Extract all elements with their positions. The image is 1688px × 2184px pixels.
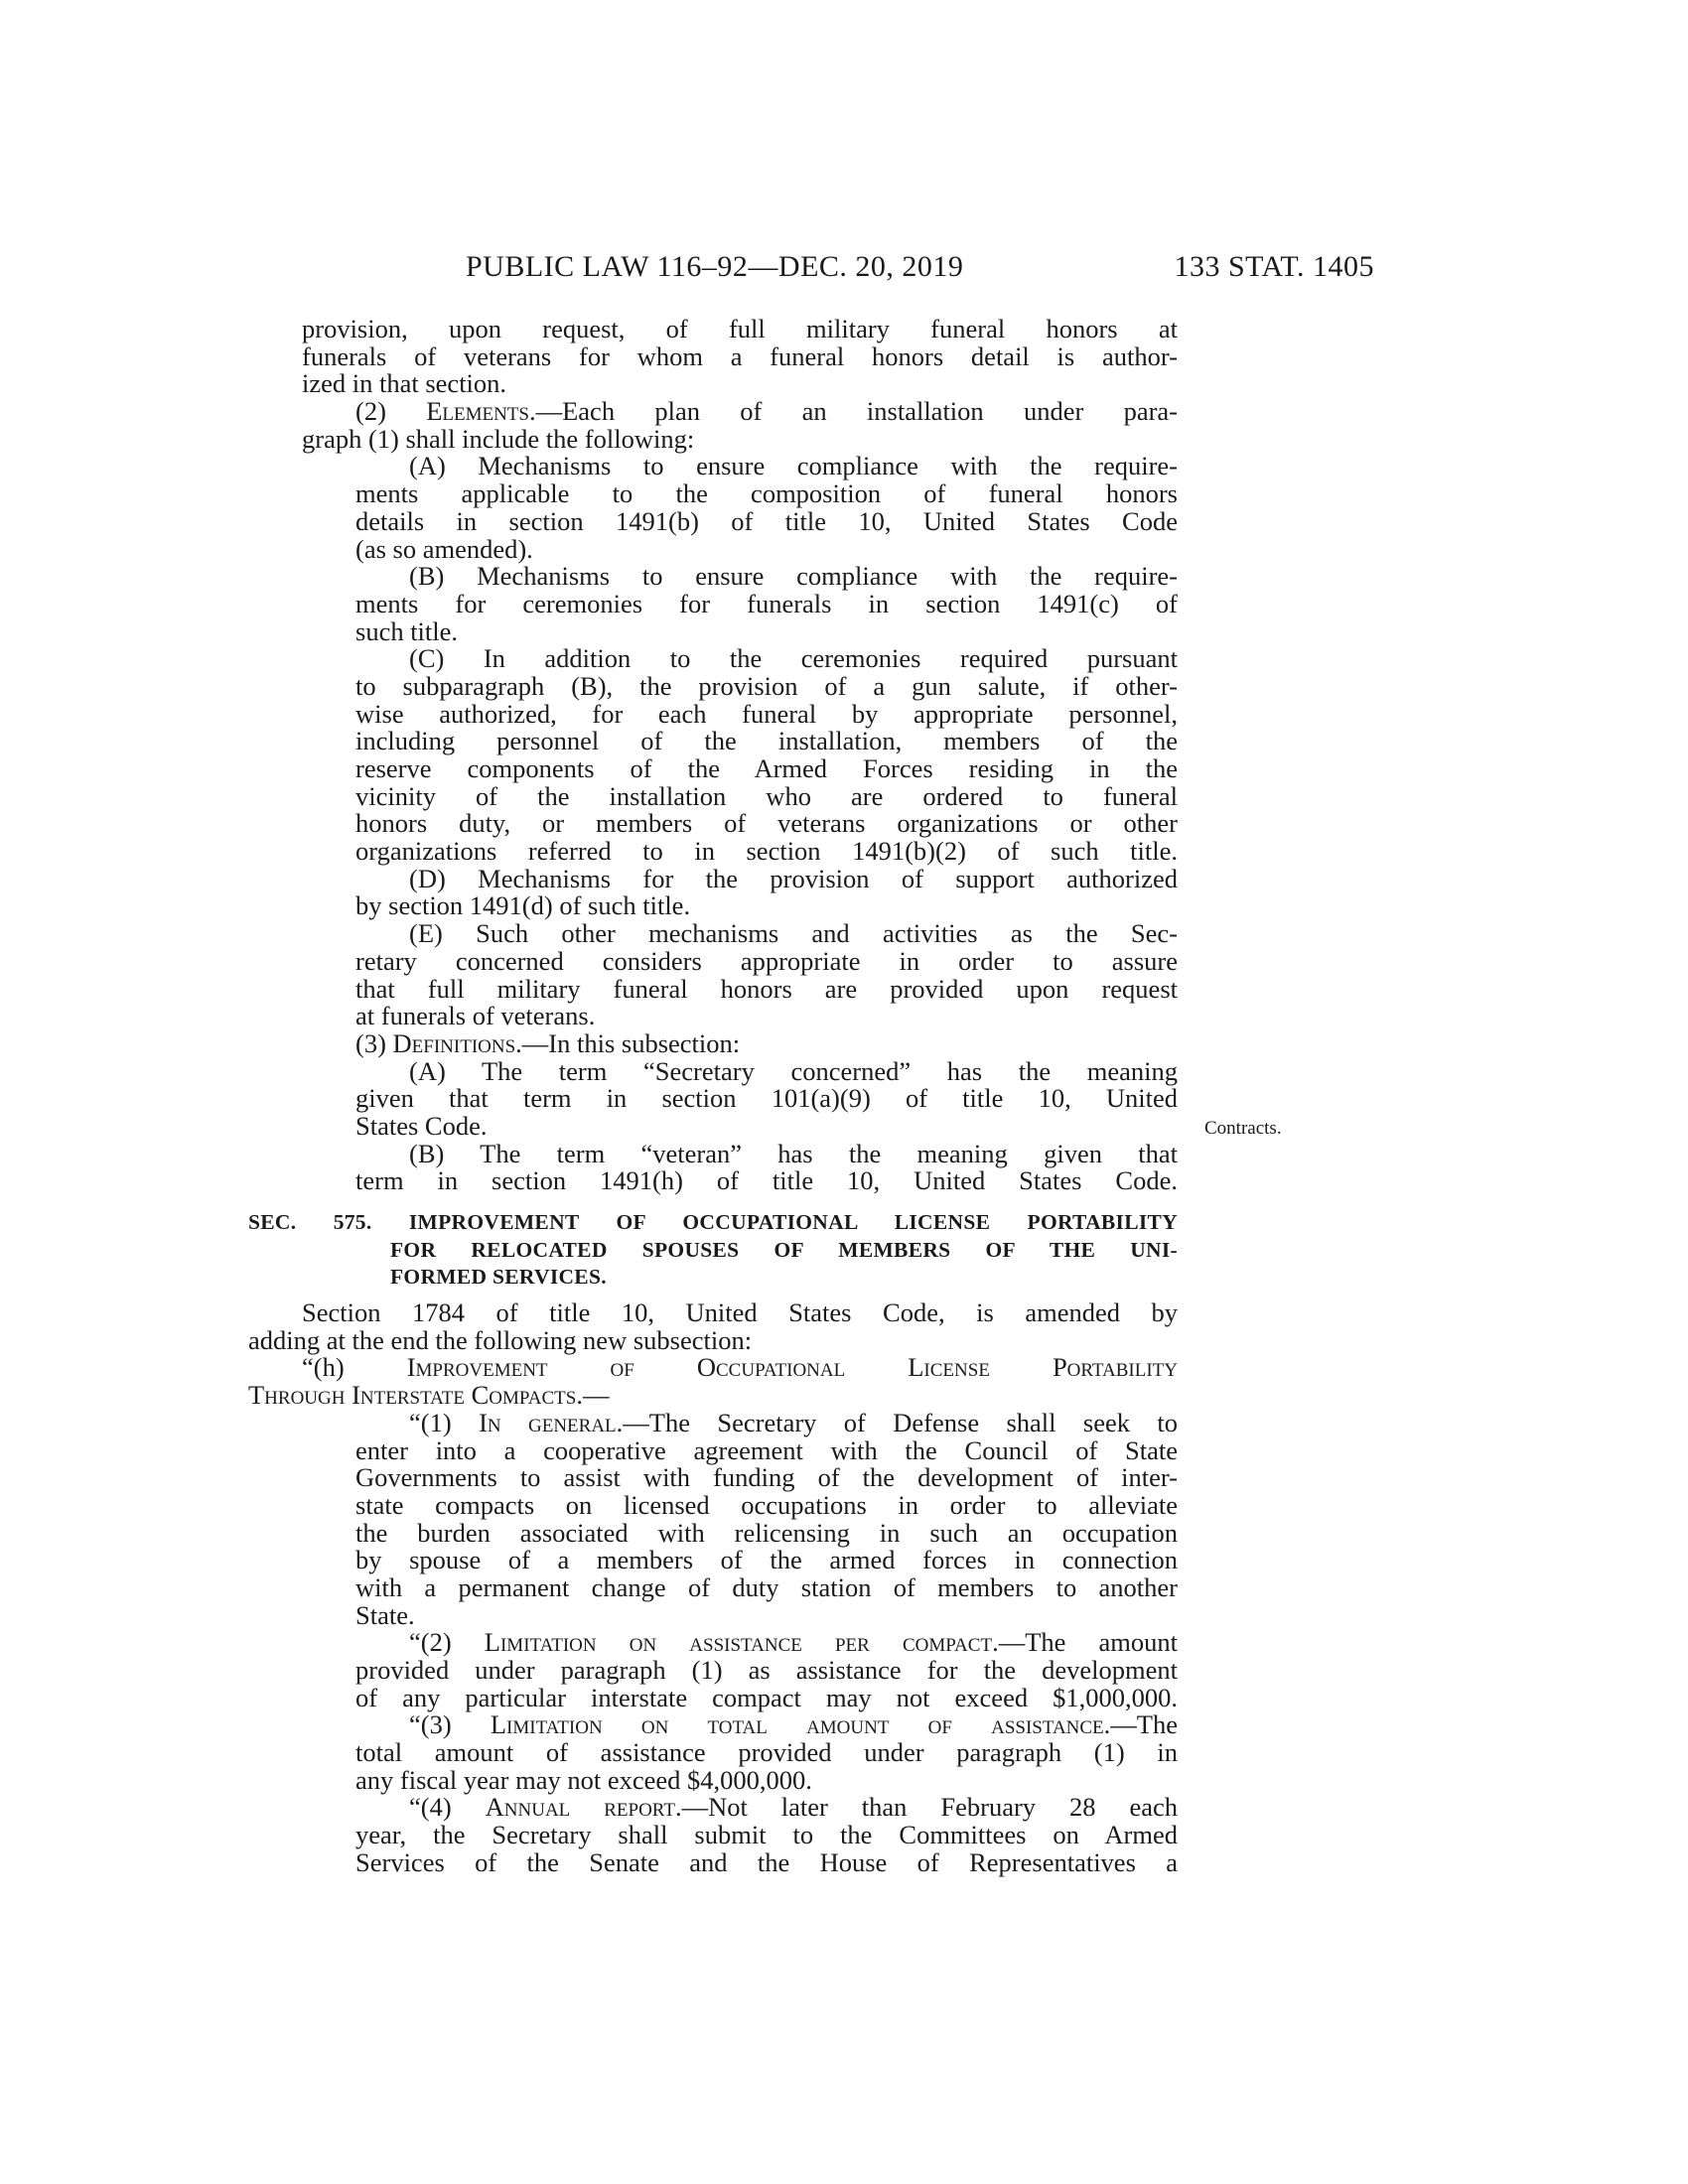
section-heading-line: FORMED SERVICES. [390, 1265, 607, 1290]
text-line: ments for ceremonies for funerals in section 1491(c) of [355, 588, 1178, 618]
running-head-title: PUBLIC LAW 116–92—DEC. 20, 2019 [466, 250, 964, 283]
paragraph-in-general [409, 1407, 1178, 1437]
paragraph-number: “(3) [409, 1709, 452, 1740]
paragraph-number: “(4) [409, 1792, 452, 1823]
text-line: State. [355, 1599, 415, 1630]
text-line: (A) Mechanisms to ensure compliance with the require- [409, 451, 1178, 481]
paragraph-limitation-per-compact [409, 1629, 1178, 1657]
text-line: Governments to assist with funding of the development of inter- [355, 1462, 1178, 1493]
text-line: graph (1) shall include the following: [302, 423, 695, 454]
statute-page-number: 133 STAT. 1405 [1174, 250, 1374, 283]
page-header [466, 250, 1374, 290]
text-line: details in section 1491(b) of title 10, United States Code [355, 505, 1178, 536]
paragraph-heading: Limitation on assistance per compact [484, 1627, 993, 1658]
subsection-h-heading [302, 1354, 1178, 1382]
text-line: organizations referred to in section 1491(b)(2) of such title. [355, 836, 1178, 867]
paragraph-heading: Definitions [392, 1027, 516, 1058]
text-line: that full military funeral honors are provided upon request [355, 973, 1178, 1004]
text-line: wise authorized, for each funeral by appropriate personnel, [355, 698, 1178, 729]
text-line: States Code. [355, 1110, 488, 1141]
text-line: provided under paragraph (1) as assistance for the development [355, 1655, 1178, 1685]
text-line: Section 1784 of title 10, United States Code, is amended by [302, 1297, 1178, 1328]
text-line: term in section 1491(h) of title 10, United States Code. [355, 1165, 1178, 1196]
text-line: (E) Such other mechanisms and activities as the Sec- [409, 918, 1178, 949]
paragraph-heading-rest: .—Each plan of an installation under para- [528, 396, 1178, 427]
text-line: state compacts on licensed occupations in order to alleviate [355, 1489, 1178, 1520]
paragraph-elements-heading [355, 398, 1178, 426]
text-line: the burden associated with relicensing in such an occupation [355, 1517, 1178, 1548]
text-line: retary concerned considers appropriate in order to assure [355, 945, 1178, 976]
text-line: any fiscal year may not exceed $4,000,000. [355, 1764, 812, 1795]
text-line: (A) The term “Secretary concerned” has the meaning [409, 1055, 1178, 1086]
section-heading-line: SEC. 575. IMPROVEMENT OF OCCUPATIONAL LICENSE PORTABILITY [248, 1210, 1178, 1234]
text-line: of any particular interstate compact may not exceed $1,000,000. [355, 1682, 1178, 1712]
text-line: to subparagraph (B), the provision of a gun salute, if other- [355, 670, 1178, 701]
document-body [248, 314, 1179, 1877]
text-line: Services of the Senate and the House of Representatives a [355, 1846, 1178, 1877]
paragraph-number: (3) [355, 1027, 386, 1058]
text-line: year, the Secretary shall submit to the Committees on Armed [355, 1820, 1178, 1850]
text-line: by spouse of a members of the armed forces in connection [355, 1545, 1178, 1575]
text-line: provision, upon request, of full military funeral honors at [302, 314, 1178, 343]
section-heading [248, 1209, 1178, 1292]
paragraph-heading-rest: .—Not later than February 28 each [674, 1792, 1178, 1823]
paragraph-limitation-total [409, 1711, 1178, 1739]
paragraph-heading: Elements [426, 396, 529, 427]
paragraph-heading-rest: .—The Secretary of Defense shall seek to [616, 1407, 1178, 1437]
paragraph-heading-rest: .—In this subsection: [515, 1027, 741, 1058]
text-line: (as so amended). [355, 533, 533, 564]
text-line: given that term in section 101(a)(9) of title 10, United [355, 1083, 1178, 1114]
text-line: (B) The term “veteran” has the meaning given that [409, 1138, 1178, 1168]
text-line: honors duty, or members of veterans organizations or other [355, 808, 1178, 839]
text-line: (B) Mechanisms to ensure compliance with the require- [409, 561, 1178, 592]
text-line: total amount of assistance provided under paragraph (1) in [355, 1737, 1178, 1768]
text-line: reserve components of the Armed Forces residing in the [355, 753, 1178, 783]
paragraph-annual-report [409, 1794, 1178, 1822]
text-line: enter into a cooperative agreement with the Council of State [355, 1434, 1178, 1465]
text-line: ments applicable to the composition of funeral honors [355, 478, 1178, 509]
paragraph-definitions-heading [355, 1027, 1178, 1058]
margin-note-contracts: Contracts. [1204, 1118, 1282, 1139]
text-line: ized in that section. [302, 368, 507, 399]
paragraph-heading: In general [479, 1407, 617, 1437]
paragraph-number: (2) [355, 396, 386, 427]
text-line: funerals of veterans for whom a funeral honors detail is author- [302, 341, 1178, 371]
subsection-heading-rest: .— [576, 1380, 610, 1411]
subsection-h-heading-cont [248, 1382, 1178, 1410]
text-line: (D) Mechanisms for the provision of support authorized [409, 863, 1178, 893]
section-heading-line: FOR RELOCATED SPOUSES OF MEMBERS OF THE UNI- [390, 1237, 1178, 1262]
text-line: with a permanent change of duty station of members to another [355, 1571, 1178, 1602]
paragraph-number: “(1) [409, 1407, 452, 1437]
paragraph-heading-rest: .—The amount [992, 1627, 1178, 1658]
text-line: by section 1491(d) of such title. [355, 890, 691, 921]
text-line: adding at the end the following new subsection: [248, 1324, 753, 1355]
paragraph-heading: Limitation on total amount of assistance [490, 1709, 1104, 1740]
paragraph-heading-rest: .—The [1103, 1709, 1178, 1740]
subsection-heading: Improvement of Occupational License Portability [406, 1352, 1179, 1383]
text-line: (C) In addition to the ceremonies required pursuant [409, 643, 1178, 674]
text-line: vicinity of the installation who are ordered to funeral [355, 780, 1178, 811]
paragraph-number: “(2) [409, 1627, 452, 1658]
text-line: including personnel of the installation, members of the [355, 726, 1178, 756]
subsection-number: “(h) [302, 1352, 345, 1383]
text-line: such title. [355, 615, 459, 646]
text-line: at funerals of veterans. [355, 1001, 596, 1031]
paragraph-heading: Annual report [485, 1792, 675, 1823]
subsection-heading: Through Interstate Compacts [248, 1380, 577, 1411]
